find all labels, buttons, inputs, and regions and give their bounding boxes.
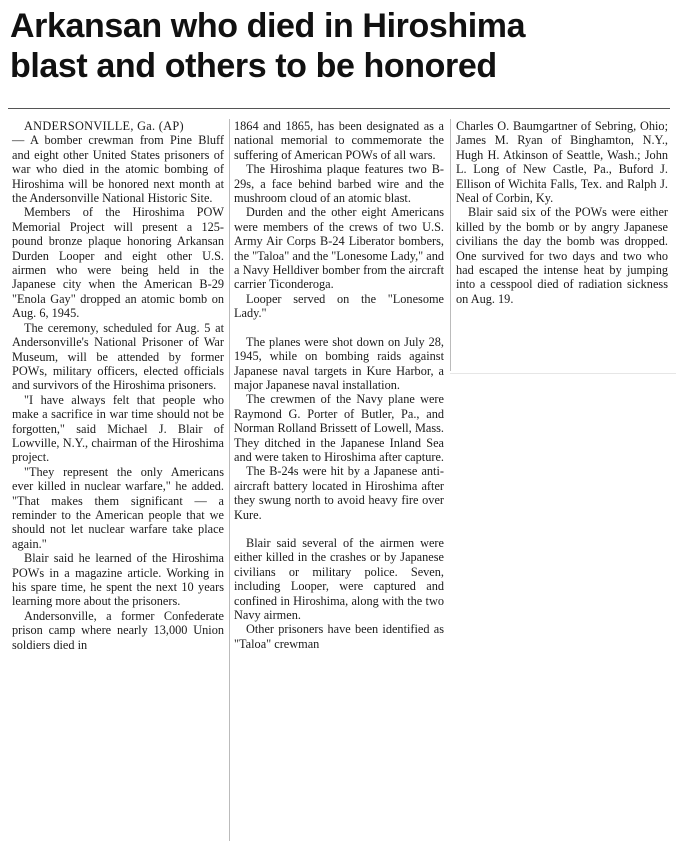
paragraph: Blair said six of the POWs were either killed by the bomb or by angry Japanese civilians the day the bomb was dropped. One survived for two days and two who had escaped the intense heat by jumping into a cesspool died of radiation sickness on Aug. 19. [456, 205, 668, 306]
dateline: ANDERSONVILLE, Ga. (AP) [24, 119, 184, 133]
paragraph: The Hiroshima plaque features two B-29s, a face behind barbed wire and the mushroom cloud of an atomic blast. [234, 162, 444, 206]
dateline-paragraph [12, 119, 224, 133]
paragraph: Looper served on the "Lonesome Lady." [234, 291, 444, 321]
paragraph: Durden and the other eight Americans were members of the crews of two U.S. Army Air Corps B-24 Liberator bombers, the "Taloa" and the "Lonesome Lady," and a Navy Helldiver bomber from the aircraft carrier Ticonderoga. [234, 205, 444, 292]
article-column-2 [234, 119, 444, 651]
headline-line-1: Arkansan who died in Hiroshima [10, 7, 526, 45]
article-column-3 [456, 119, 668, 306]
paragraph: Other prisoners have been identified as "Taloa" crewman [234, 622, 444, 651]
paragraph: Blair said several of the airmen were either killed in the crashes or by Japanese civilians or military police. Seven, including Looper, were captured and confined in Hiroshima, along with the two Navy airmen. [234, 535, 444, 622]
column-end-rule [450, 373, 676, 374]
headline [10, 6, 672, 86]
paragraph: "I have always felt that people who make a sacrifice in war time should not be forgotten," said Michael J. Blair of Lowville, N.Y., chairman of the Hiroshima project. [12, 392, 224, 465]
paragraph: The ceremony, scheduled for Aug. 5 at Andersonville's National Prisoner of War Museum, will be attended by former POWs, military officers, elected officials and survivors of the Hiroshima prisoners. [12, 320, 224, 393]
paragraph: Andersonville, a former Confederate prison camp where nearly 13,000 Union soldiers died in [12, 608, 224, 652]
paragraph: The planes were shot down on July 28, 1945, while on bombing raids against Japanese naval targets in Kure Harbor, a major Japanese naval installation. [234, 334, 444, 392]
column-divider [229, 119, 230, 841]
paragraph: Charles O. Baumgartner of Sebring, Ohio; James M. Ryan of Binghamton, N.Y., Hugh H. Atkinson of Seattle, Wash.; John L. Long of New Castle, Pa., Buford J. Ellison of Wichita Falls, Tex. and Ralph J. Neal of Corbin, Ky. [456, 119, 668, 206]
paragraph: 1864 and 1865, has been designated as a national memorial to commemorate the suffering of American POWs of all wars. [234, 119, 444, 162]
paragraph: Blair said he learned of the Hiroshima POWs in a magazine article. Working in his spare time, he spent the next 10 years learning more about the prisoners. [12, 551, 224, 609]
column-divider [450, 119, 451, 371]
article-column-1 [12, 119, 224, 652]
paragraph: — A bomber crewman from Pine Bluff and eight other United States prisoners of war who died in the atomic bombing of Hiroshima will be honored next month at the Andersonville National Historic Site. [12, 133, 224, 206]
headline-divider [8, 108, 670, 109]
paragraph: Members of the Hiroshima POW Memorial Project will present a 125-pound bronze plaque honoring Arkansan Durden Looper and eight other U.S. airmen who were being held in the Japanese city when the American B-29 "Enola Gay" dropped an atomic bomb on Aug. 6, 1945. [12, 205, 224, 321]
paragraph: The crewmen of the Navy plane were Raymond G. Porter of Butler, Pa., and Norman Rolland Brissett of Lowell, Mass. They ditched in the Japanese Inland Sea and were taken to Hiroshima after capture. [234, 392, 444, 464]
headline-line-2: blast and others to be honored [10, 47, 497, 85]
paragraph: "They represent the only Americans ever killed in nuclear warfare," he added. "That makes them significant — a reminder to the American people that we should not let nuclear warfare take place again." [12, 464, 224, 551]
paragraph: The B-24s were hit by a Japanese anti-aircraft battery located in Hiroshima after they swung north to avoid heavy fire over Kure. [234, 464, 444, 522]
